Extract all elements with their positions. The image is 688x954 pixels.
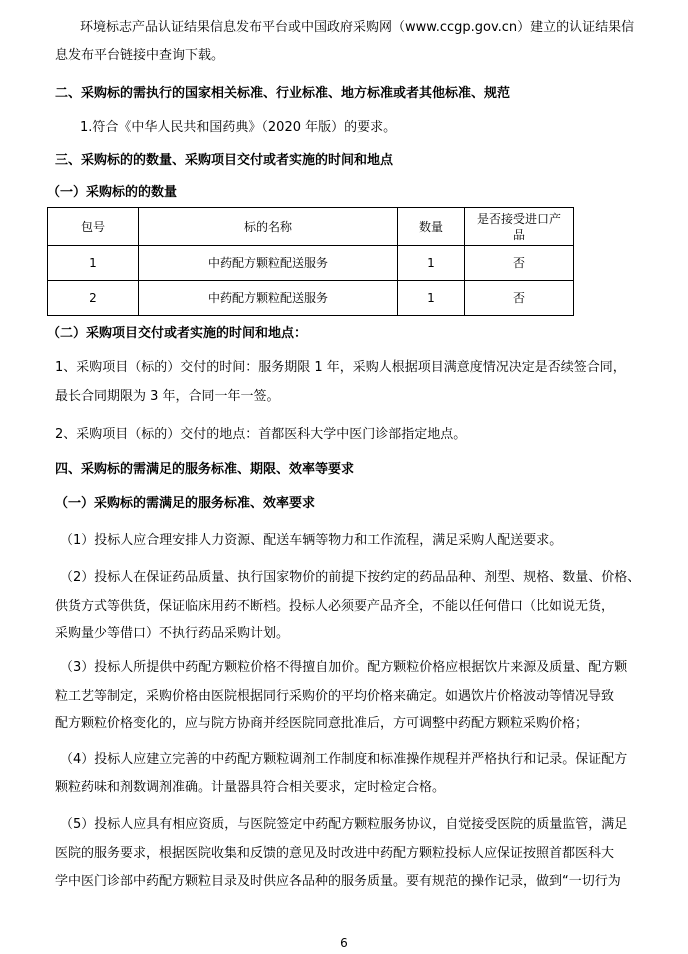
header-text-line: 是否接受进口产 bbox=[476, 211, 561, 226]
paragraph-line: 学中医门诊部中药配方颗粒目录及时供应各品种的服务质量。要有规范的操作记录，做到“一切行为 bbox=[55, 874, 621, 889]
section-heading: 四、采购标的需满足的服务标准、期限、效率等要求 bbox=[55, 462, 355, 477]
paragraph-line: 医院的服务要求，根据医院收集和反馈的意见及时改进中药配方颗粒投标人应保证按照首都医科大 bbox=[55, 846, 615, 861]
paragraph-line: 息发布平台链接中查询下载。 bbox=[55, 48, 225, 63]
table-header: 包号 bbox=[48, 208, 139, 246]
table-header: 标的名称 bbox=[139, 208, 398, 246]
table-row bbox=[48, 246, 574, 281]
table-header: 数量 bbox=[398, 208, 465, 246]
table-header-row bbox=[48, 208, 574, 246]
paragraph-line: 配方颗粒价格变化的，应与院方协商并经医院同意批准后，方可调整中药配方颗粒采购价格； bbox=[55, 716, 589, 731]
table-cell: 中药配方颗粒配送服务 bbox=[139, 246, 398, 281]
table-cell: 1 bbox=[48, 246, 139, 281]
paragraph-line: （5）投标人应具有相应资质，与医院签定中药配方颗粒服务协议，自觉接受医院的质量监管，满足 bbox=[60, 817, 628, 832]
subsection-heading: （二）采购项目交付或者实施的时间和地点： bbox=[47, 326, 308, 341]
table-header bbox=[465, 208, 574, 246]
paragraph-line: 1.符合《中华人民共和国药典》（2020 年版）的要求。 bbox=[80, 120, 397, 135]
subsection-heading: （一）采购标的需满足的服务标准、效率要求 bbox=[55, 496, 316, 511]
table-cell: 2 bbox=[48, 281, 139, 316]
paragraph-line: 采购量少等借口）不执行药品采购计划。 bbox=[55, 626, 290, 641]
page-number: 6 bbox=[340, 936, 348, 950]
table-cell: 中药配方颗粒配送服务 bbox=[139, 281, 398, 316]
paragraph-line: 颗粒药味和剂数调剂准确。计量器具符合相关要求，定时检定合格。 bbox=[55, 780, 446, 795]
table-cell: 1 bbox=[398, 246, 465, 281]
paragraph-line: （3）投标人所提供中药配方颗粒价格不得擅自加价。配方颗粒价格应根据饮片来源及质量、配方颗 bbox=[60, 660, 628, 675]
paragraph-line: 粒工艺等制定，采购价格由医院根据同行采购价的平均价格来确定。如遇饮片价格波动等情况导致 bbox=[55, 689, 615, 704]
paragraph-line: 1、采购项目（标的）交付的时间：服务期限 1 年，采购人根据项目满意度情况决定是否续签合同， bbox=[55, 360, 626, 375]
paragraph-line: （2）投标人在保证药品质量、执行国家物价的前提下按约定的药品品种、剂型、规格、数量、价格、 bbox=[60, 570, 641, 585]
section-heading: 三、采购标的的数量、采购项目交付或者实施的时间和地点 bbox=[55, 153, 394, 168]
paragraph-line: 供货方式等供货，保证临床用药不断档。投标人必须要产品齐全，不能以任何借口（比如说无货， bbox=[55, 599, 615, 614]
paragraph-line: 2、采购项目（标的）交付的地点：首都医科大学中医门诊部指定地点。 bbox=[55, 427, 467, 442]
paragraph-line: 最长合同期限为 3 年，合同一年一签。 bbox=[55, 389, 280, 404]
table-cell: 否 bbox=[465, 246, 574, 281]
quantity-table bbox=[47, 207, 574, 316]
header-text-line: 品 bbox=[512, 227, 525, 242]
table-row bbox=[48, 281, 574, 316]
table-cell: 否 bbox=[465, 281, 574, 316]
paragraph-line: （4）投标人应建立完善的中药配方颗粒调剂工作制度和标准操作规程并严格执行和记录。保证配方 bbox=[60, 752, 628, 767]
subsection-heading: （一）采购标的的数量 bbox=[47, 185, 178, 200]
table-cell: 1 bbox=[398, 281, 465, 316]
paragraph-line: 环境标志产品认证结果信息发布平台或中国政府采购网（www.ccgp.gov.cn）建立的认证结果信 bbox=[80, 20, 635, 35]
section-heading: 二、采购标的需执行的国家相关标准、行业标准、地方标准或者其他标准、规范 bbox=[55, 86, 511, 101]
paragraph-line: （1）投标人应合理安排人力资源、配送车辆等物力和工作流程，满足采购人配送要求。 bbox=[60, 533, 563, 548]
